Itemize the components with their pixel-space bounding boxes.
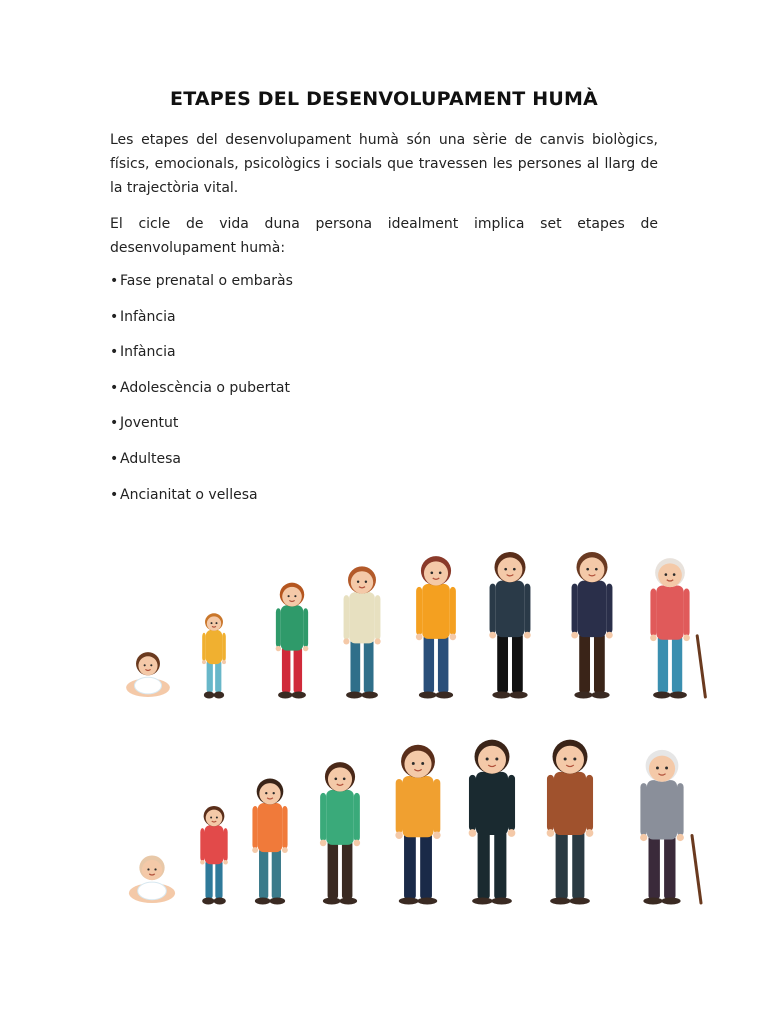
stage-label: Infància: [120, 344, 176, 361]
male-stage-figure: [129, 855, 175, 903]
bullet-icon: •: [110, 308, 119, 325]
female-stage-figure: [343, 566, 380, 698]
female-stage-figure: [489, 552, 530, 698]
bullet-icon: •: [110, 450, 119, 467]
bullet-icon: •: [110, 273, 119, 289]
bullet-icon: •: [110, 379, 119, 396]
male-stage-figure: [640, 750, 701, 905]
female-stage-figure: [276, 583, 309, 699]
stage-label: Fase prenatal o embaràs: [120, 273, 293, 289]
female-stage-figure: [650, 558, 705, 698]
stages-intro-paragraph: El cicle de vida duna persona idealment implica set etapes de desenvolupament humà:: [110, 216, 658, 256]
stage-label: Joventut: [120, 415, 179, 432]
female-stage-figure: [416, 556, 456, 698]
intro-paragraph: Les etapes del desenvolupament humà són una sèrie de canvis biològics, físics, emocionals, psicològics i socials que travessen les persones al llarg de la trajectòria vital.: [110, 132, 658, 196]
bullet-icon: •: [110, 344, 119, 361]
female-stage-figure: [571, 552, 612, 698]
male-stage-figure: [320, 762, 360, 904]
bullet-icon: •: [110, 486, 119, 503]
stage-label: Adultesa: [120, 450, 181, 467]
female-stage-figure: [126, 652, 170, 697]
male-stage-figure: [547, 740, 594, 905]
male-stage-figure: [252, 778, 288, 904]
stage-label: Adolescència o pubertat: [120, 379, 290, 396]
male-stage-figure: [395, 745, 440, 905]
stage-label: Infància: [120, 308, 176, 325]
bullet-icon: •: [110, 415, 119, 432]
page-title: ETAPES DEL DESENVOLUPAMENT HUMÀ: [170, 88, 598, 110]
male-stage-figure: [200, 806, 228, 904]
female-stage-figure: [202, 613, 226, 698]
male-stage-figure: [469, 740, 516, 905]
stage-label: Ancianitat o vellesa: [120, 486, 258, 503]
